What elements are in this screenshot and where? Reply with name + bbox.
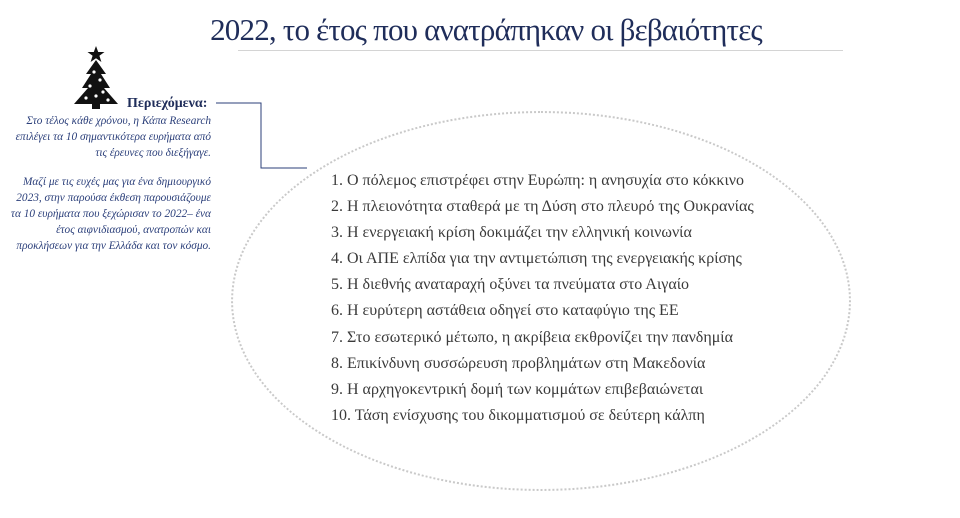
contents-list xyxy=(331,168,754,429)
wishes-line: Μαζί με τις ευχές μας για ένα δημιουργικό xyxy=(22,176,211,188)
christmas-tree-icon xyxy=(70,44,124,110)
wishes-line: 2023, στην παρούσα έκθεση παρουσιάζουμε xyxy=(16,192,211,204)
list-item: 1. Ο πόλεμος επιστρέφει στην Ευρώπη: η ανησυχία στο κόκκινο xyxy=(331,172,745,189)
page-title: 2022, το έτος που ανατράπηκαν οι βεβαιότητες xyxy=(210,12,762,47)
wishes-line: τα 10 ευρήματα που ξεχώρισαν το 2022– ένα xyxy=(10,208,211,220)
contents-label: Περιεχόμενα: xyxy=(127,96,208,111)
wishes-line: προκλήσεων για την Ελλάδα και τον κόσμο. xyxy=(16,240,211,252)
list-item: 3. Η ενεργειακή κρίση δοκιμάζει την ελληνική κοινωνία xyxy=(331,224,692,242)
wishes-line: έτος αιφνιδιασμού, ανατροπών και xyxy=(56,224,211,236)
list-item: 10. Τάση ενίσχυσης του δικομματισμού σε δεύτερη κάλπη xyxy=(331,406,705,424)
intro-paragraph xyxy=(16,113,211,161)
intro-line: Στο τέλος κάθε χρόνου, η Κάπα Research xyxy=(26,115,211,127)
list-item: 7. Στο εσωτερικό μέτωπο, η ακρίβεια εκθρονίζει την πανδημία xyxy=(331,328,733,346)
intro-line: τις έρευνες που διεξήγαγε. xyxy=(95,147,211,159)
list-item: 6. Η ευρύτερη αστάθεια οδηγεί στο καταφύγιο της ΕΕ xyxy=(331,302,679,320)
list-item: 9. Η αρχηγοκεντρική δομή των κομμάτων επιβεβαιώνεται xyxy=(331,380,704,398)
title-divider xyxy=(238,50,843,51)
list-item: 5. Η διεθνής αναταραχή οξύνει τα πνεύματα στο Αιγαίο xyxy=(331,276,690,294)
list-item: 4. Οι ΑΠΕ ελπίδα για την αντιμετώπιση της ενεργειακής κρίσης xyxy=(331,250,742,268)
intro-line: επιλέγει τα 10 σημαντικότερα ευρήματα από xyxy=(15,131,211,143)
list-item: 8. Επικίνδυνη συσσώρευση προβλημάτων στη Μακεδονία xyxy=(331,354,706,372)
wishes-paragraph xyxy=(11,174,211,254)
list-item: 2. Η πλειονότητα σταθερά με τη Δύση στο πλευρό της Ουκρανίας xyxy=(331,198,754,216)
